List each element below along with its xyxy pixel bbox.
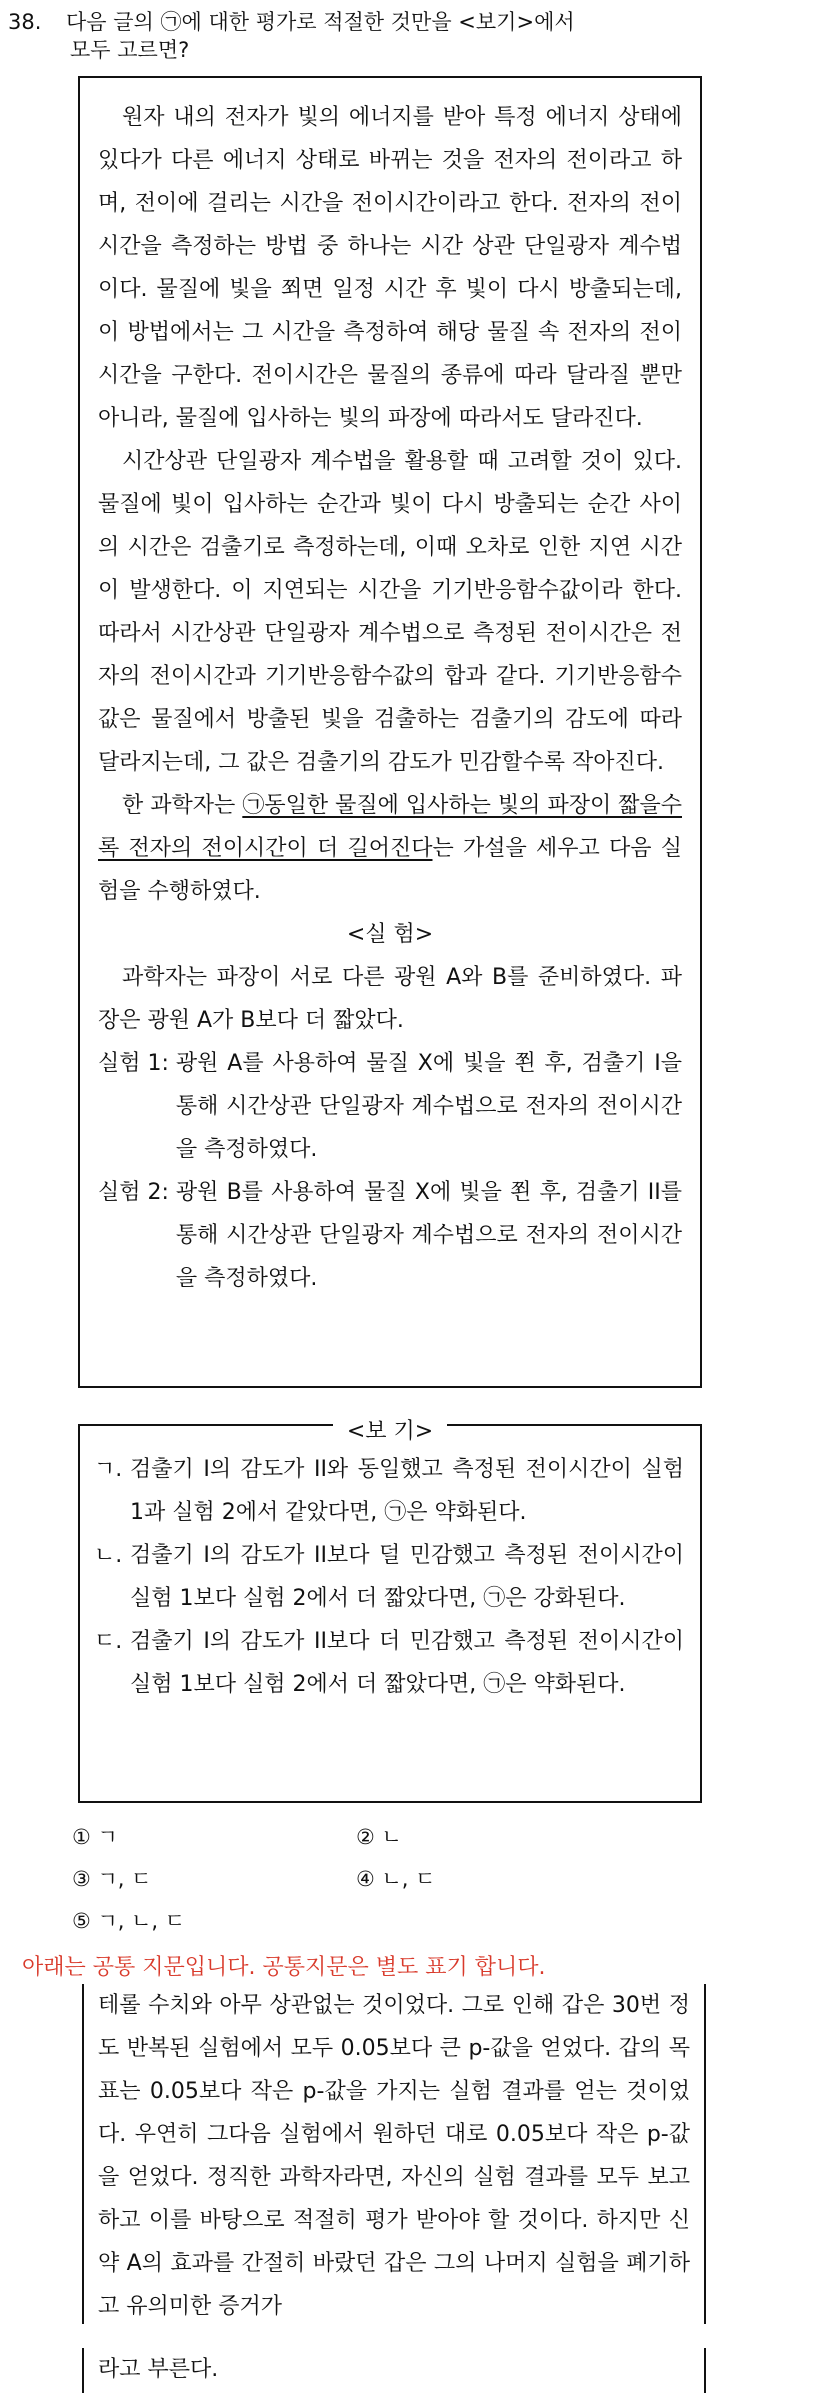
bogi-title: <보 기> <box>333 1419 447 1444</box>
bogi-item-text: 검출기 I의 감도가 II보다 덜 민감했고 측정된 전이시간이 실험 1보다 실험 2에서 더 짧았다면, ㉠은 강화된다. <box>130 1543 684 1611</box>
choice-5[interactable]: ⑤ ㄱ, ㄴ, ㄷ <box>72 1909 186 1933</box>
passage-paragraph-3 <box>98 784 682 913</box>
experiment-item <box>98 1042 682 1171</box>
common-passage-text: 테롤 수치와 아무 상관없는 것이었다. 그로 인해 갑은 30번 정도 반복된 실험에서 모두 0.05보다 큰 p-값을 얻었다. 갑의 목표는 0.05보다 작은 p-값을 가지는 실험 결과를 얻는 것이었다. 우연히 그다음 실험에서 원하던 대로 0.05보다 작은 p-값을 얻었다. 정직한 과학자라면, 자신의 실험 결과를 모두 보고하고 이를 바탕으로 적절히 평가 받아야 할 것이다. 하지만 신약 A의 효과를 간절히 바랐던 갑은 그의 나머지 실험을 폐기하고 유의미한 증거가 <box>98 1993 690 2319</box>
bogi-box <box>78 1419 702 1803</box>
hypothesis-lead: 한 과학자는 <box>122 793 243 818</box>
bogi-item-mark: ㄷ. <box>94 1629 123 1654</box>
common-passage-continuation <box>82 2348 706 2393</box>
question-stem-line1: 다음 글의 ㉠에 대한 평가로 적절한 것만을 <보기>에서 <box>66 10 575 34</box>
experiment-item <box>98 1171 682 1300</box>
choice-2[interactable]: ② ㄴ <box>356 1825 402 1849</box>
question-header <box>8 8 808 64</box>
bogi-item-mark: ㄱ. <box>94 1457 123 1482</box>
question-number: 38. <box>8 10 42 34</box>
passage-paragraph-1: 원자 내의 전자가 빛의 에너지를 받아 특정 에너지 상태에 있다가 다른 에너지 상태로 바뀌는 것을 전자의 전이라고 하며, 전이에 걸리는 시간을 전이시간이라고 한다. 전자의 전이시간을 측정하는 방법 중 하나는 시간 상관 단일광자 계수법이다. 물질에 빛을 쬐면 일정 시간 후 빛이 다시 방출되는데, 이 방법에서는 그 시간을 측정하여 해당 물질 속 전자의 전이시간을 구한다. 전이시간은 물질의 종류에 따라 달라질 뿐만 아니라, 물질에 입사하는 빛의 파장에 따라서도 달라진다. <box>98 105 682 431</box>
common-passage-box <box>82 1984 706 2324</box>
experiment-text: 광원 A를 사용하여 물질 X에 빛을 쬔 후, 검출기 I을 통해 시간상관 단일광자 계수법으로 전자의 전이시간을 측정하였다. <box>175 1051 682 1162</box>
experiment-text: 광원 B를 사용하여 물질 X에 빛을 쬔 후, 검출기 II를 통해 시간상관 단일광자 계수법으로 전자의 전이시간을 측정하였다. <box>175 1180 682 1291</box>
bogi-item <box>94 1620 684 1706</box>
bogi-item-text: 검출기 I의 감도가 II와 동일했고 측정된 전이시간이 실험 1과 실험 2에서 같았다면, ㉠은 약화된다. <box>130 1457 684 1525</box>
hypothesis-underlined: ㉠동일한 물질에 입사하는 빛의 파장이 짧을수록 전자의 전이시간이 더 길어진다 <box>98 793 682 861</box>
experiment-title: <실 험> <box>346 922 434 947</box>
bogi-item-text: 검출기 I의 감도가 II보다 더 민감했고 측정된 전이시간이 실험 1보다 실험 2에서 더 짧았다면, ㉠은 약화된다. <box>130 1629 684 1697</box>
bogi-item <box>94 1534 684 1620</box>
passage-paragraph-2: 시간상관 단일광자 계수법을 활용할 때 고려할 것이 있다. 물질에 빛이 입사하는 순간과 빛이 다시 방출되는 순간 사이의 시간은 검출기로 측정하는데, 이때 오차로 인한 지연 시간이 발생한다. 이 지연되는 시간을 기기반응함수값이라 한다. 따라서 시간상관 단일광자 계수법으로 측정된 전이시간은 전자의 전이시간과 기기반응함수값의 합과 같다. 기기반응함수값은 물질에서 방출된 빛을 검출하는 검출기의 감도에 따라 달라지는데, 그 값은 검출기의 감도가 민감할수록 작아진다. <box>98 449 682 775</box>
common-passage-notice: 아래는 공통 지문입니다. 공통지문은 별도 표기 합니다. <box>22 1955 546 1980</box>
choice-1[interactable]: ① ㄱ <box>72 1825 118 1849</box>
bogi-item <box>94 1448 684 1534</box>
experiment-label: 실험 1: <box>98 1051 176 1076</box>
hypothesis-tail: 는 가설을 세우고 다음 실험을 수행하였다. <box>98 836 682 904</box>
question-stem-line2: 모두 고르면? <box>70 38 190 62</box>
bogi-item-mark: ㄴ. <box>94 1543 123 1568</box>
experiment-intro: 과학자는 파장이 서로 다른 광원 A와 B를 준비하였다. 파장은 광원 A가 B보다 더 짧았다. <box>98 965 682 1033</box>
choice-4[interactable]: ④ ㄴ, ㄷ <box>356 1867 436 1891</box>
common-passage-tail: 라고 부른다. <box>98 2357 219 2382</box>
experiment-label: 실험 2: <box>98 1180 176 1205</box>
choice-3[interactable]: ③ ㄱ, ㄷ <box>72 1867 152 1891</box>
reading-passage-box <box>78 76 702 1388</box>
